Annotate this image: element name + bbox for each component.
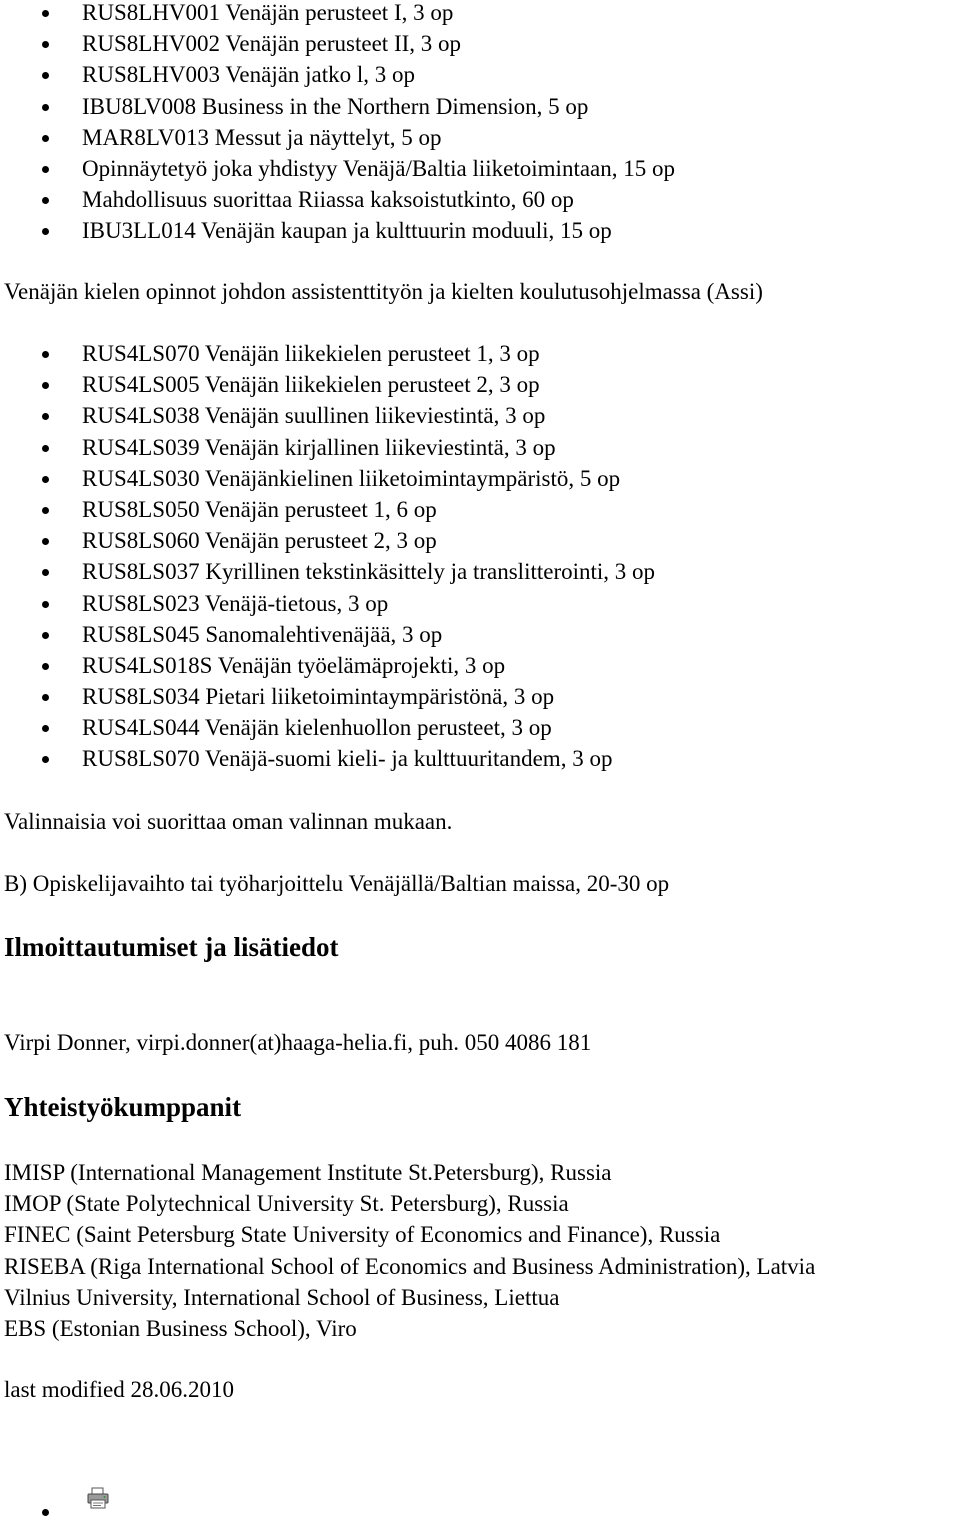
list-item-text: IBU8LV008 Business in the Northern Dimension, 5 op bbox=[82, 93, 589, 119]
list-item-text: RUS8LS070 Venäjä-suomi kieli- ja kulttuuritandem, 3 op bbox=[82, 746, 613, 772]
partner-item: IMISP (International Management Institute St.Petersburg), Russia bbox=[4, 1160, 612, 1185]
list-item-text: RUS8LS045 Sanomalehtivenäjää, 3 op bbox=[82, 621, 443, 647]
bullet bbox=[42, 445, 49, 452]
course-list-1 bbox=[0, 0, 960, 247]
exchange-note: B) Opiskelijavaihto tai työharjoittelu Venäjällä/Baltian maissa, 20-30 op bbox=[4, 871, 670, 896]
bullet bbox=[42, 507, 49, 514]
bullet bbox=[42, 197, 49, 204]
bullet bbox=[42, 725, 49, 732]
bullet bbox=[42, 10, 49, 17]
bullet bbox=[42, 694, 49, 701]
list-item bbox=[0, 650, 960, 681]
list-item-text: RUS4LS070 Venäjän liikekielen perusteet 1, 3 op bbox=[82, 341, 540, 366]
optional-note: Valinnaisia voi suorittaa oman valinnan mukaan. bbox=[4, 809, 453, 834]
bullet bbox=[42, 1509, 49, 1516]
list-item bbox=[0, 681, 960, 712]
bullet bbox=[42, 569, 49, 576]
printer-icon[interactable] bbox=[86, 1486, 110, 1508]
bullet bbox=[42, 756, 49, 763]
list-item bbox=[0, 400, 960, 431]
bullet bbox=[42, 476, 49, 483]
list-item-text: RUS8LS023 Venäjä-tietous, 3 op bbox=[82, 590, 389, 616]
list-item-text: RUS4LS044 Venäjän kielenhuollon perusteet, 3 op bbox=[82, 715, 552, 741]
bullet bbox=[42, 166, 49, 173]
course-list-2 bbox=[0, 338, 960, 775]
bullet bbox=[42, 41, 49, 48]
bullet bbox=[42, 601, 49, 608]
list-item bbox=[0, 712, 960, 743]
list-item bbox=[0, 556, 960, 587]
list-item-text: RUS8LHV002 Venäjän perusteet II, 3 op bbox=[82, 31, 462, 57]
list-item-text: RUS8LHV001 Venäjän perusteet I, 3 op bbox=[82, 0, 454, 25]
list-item bbox=[0, 59, 960, 90]
list-item-text: RUS4LS018S Venäjän työelämäprojekti, 3 op bbox=[82, 652, 506, 678]
list-item bbox=[0, 338, 960, 369]
list-item bbox=[0, 463, 960, 494]
list-item bbox=[0, 525, 960, 556]
list-item-text: RUS8LS050 Venäjän perusteet 1, 6 op bbox=[82, 496, 437, 522]
list-item bbox=[0, 1496, 960, 1527]
list-item bbox=[0, 588, 960, 619]
list-item bbox=[0, 369, 960, 400]
list-item bbox=[0, 494, 960, 525]
contact-heading: Ilmoittautumiset ja lisätiedot bbox=[4, 932, 339, 962]
list-item-text: RUS8LS037 Kyrillinen tekstinkäsittely ja translitterointi, 3 op bbox=[82, 559, 656, 585]
list-item bbox=[0, 432, 960, 463]
bullet bbox=[42, 228, 49, 235]
bullet bbox=[42, 663, 49, 670]
list-item-text: Opinnäytetyö joka yhdistyy Venäjä/Baltia liiketoimintaan, 15 op bbox=[82, 155, 676, 181]
bullet bbox=[42, 135, 49, 142]
print-list bbox=[0, 1496, 960, 1527]
partner-item: Vilnius University, International School of Business, Liettua bbox=[4, 1284, 560, 1310]
partner-item: RISEBA (Riga International School of Economics and Business Administration), Latvia bbox=[4, 1253, 816, 1279]
list-item-text: RUS4LS030 Venäjänkielinen liiketoimintaympäristö, 5 op bbox=[82, 465, 621, 491]
list-item bbox=[0, 28, 960, 59]
list-item-text: RUS4LS005 Venäjän liikekielen perusteet 2, 3 op bbox=[82, 372, 540, 398]
list-item bbox=[0, 153, 960, 184]
bullet bbox=[42, 382, 49, 389]
list-item bbox=[0, 184, 960, 215]
list-item bbox=[0, 122, 960, 153]
partner-item: EBS (Estonian Business School), Viro bbox=[4, 1315, 357, 1341]
bullet bbox=[42, 72, 49, 79]
bullet bbox=[42, 413, 49, 420]
contact-info: Virpi Donner, virpi.donner(at)haaga-helia.fi, puh. 050 4086 181 bbox=[4, 1030, 592, 1055]
partners-heading: Yhteistyökumppanit bbox=[4, 1092, 242, 1122]
list-item-text: Mahdollisuus suorittaa Riiassa kaksoistutkinto, 60 op bbox=[82, 187, 574, 213]
list-item bbox=[0, 91, 960, 122]
bullet bbox=[42, 632, 49, 639]
partner-item: FINEC (Saint Petersburg State University of Economics and Finance), Russia bbox=[4, 1222, 721, 1248]
list-item-text: RUS4LS039 Venäjän kirjallinen liikeviestintä, 3 op bbox=[82, 434, 556, 460]
list-item-text: IBU3LL014 Venäjän kaupan ja kulttuurin moduuli, 15 op bbox=[82, 218, 612, 244]
list-item-text: MAR8LV013 Messut ja näyttelyt, 5 op bbox=[82, 124, 442, 150]
list-item bbox=[0, 619, 960, 650]
bullet bbox=[42, 538, 49, 545]
list-item-text: RUS8LHV003 Venäjän jatko l, 3 op bbox=[82, 62, 416, 88]
list-item-text: RUS4LS038 Venäjän suullinen liikeviestintä, 3 op bbox=[82, 403, 546, 429]
list-item-text: RUS8LS034 Pietari liiketoimintaympäristönä, 3 op bbox=[82, 684, 555, 710]
bullet bbox=[42, 351, 49, 358]
list-item bbox=[0, 0, 960, 28]
last-modified: last modified 28.06.2010 bbox=[4, 1377, 234, 1402]
section-title: Venäjän kielen opinnot johdon assistenttityön ja kielten koulutusohjelmassa (Assi) bbox=[4, 279, 763, 304]
bullet bbox=[42, 104, 49, 111]
list-item bbox=[0, 215, 960, 246]
partners-list bbox=[4, 1157, 815, 1344]
list-item bbox=[0, 743, 960, 774]
partner-item: IMOP (State Polytechnical University St. Petersburg), Russia bbox=[4, 1191, 569, 1217]
list-item-text: RUS8LS060 Venäjän perusteet 2, 3 op bbox=[82, 528, 437, 554]
